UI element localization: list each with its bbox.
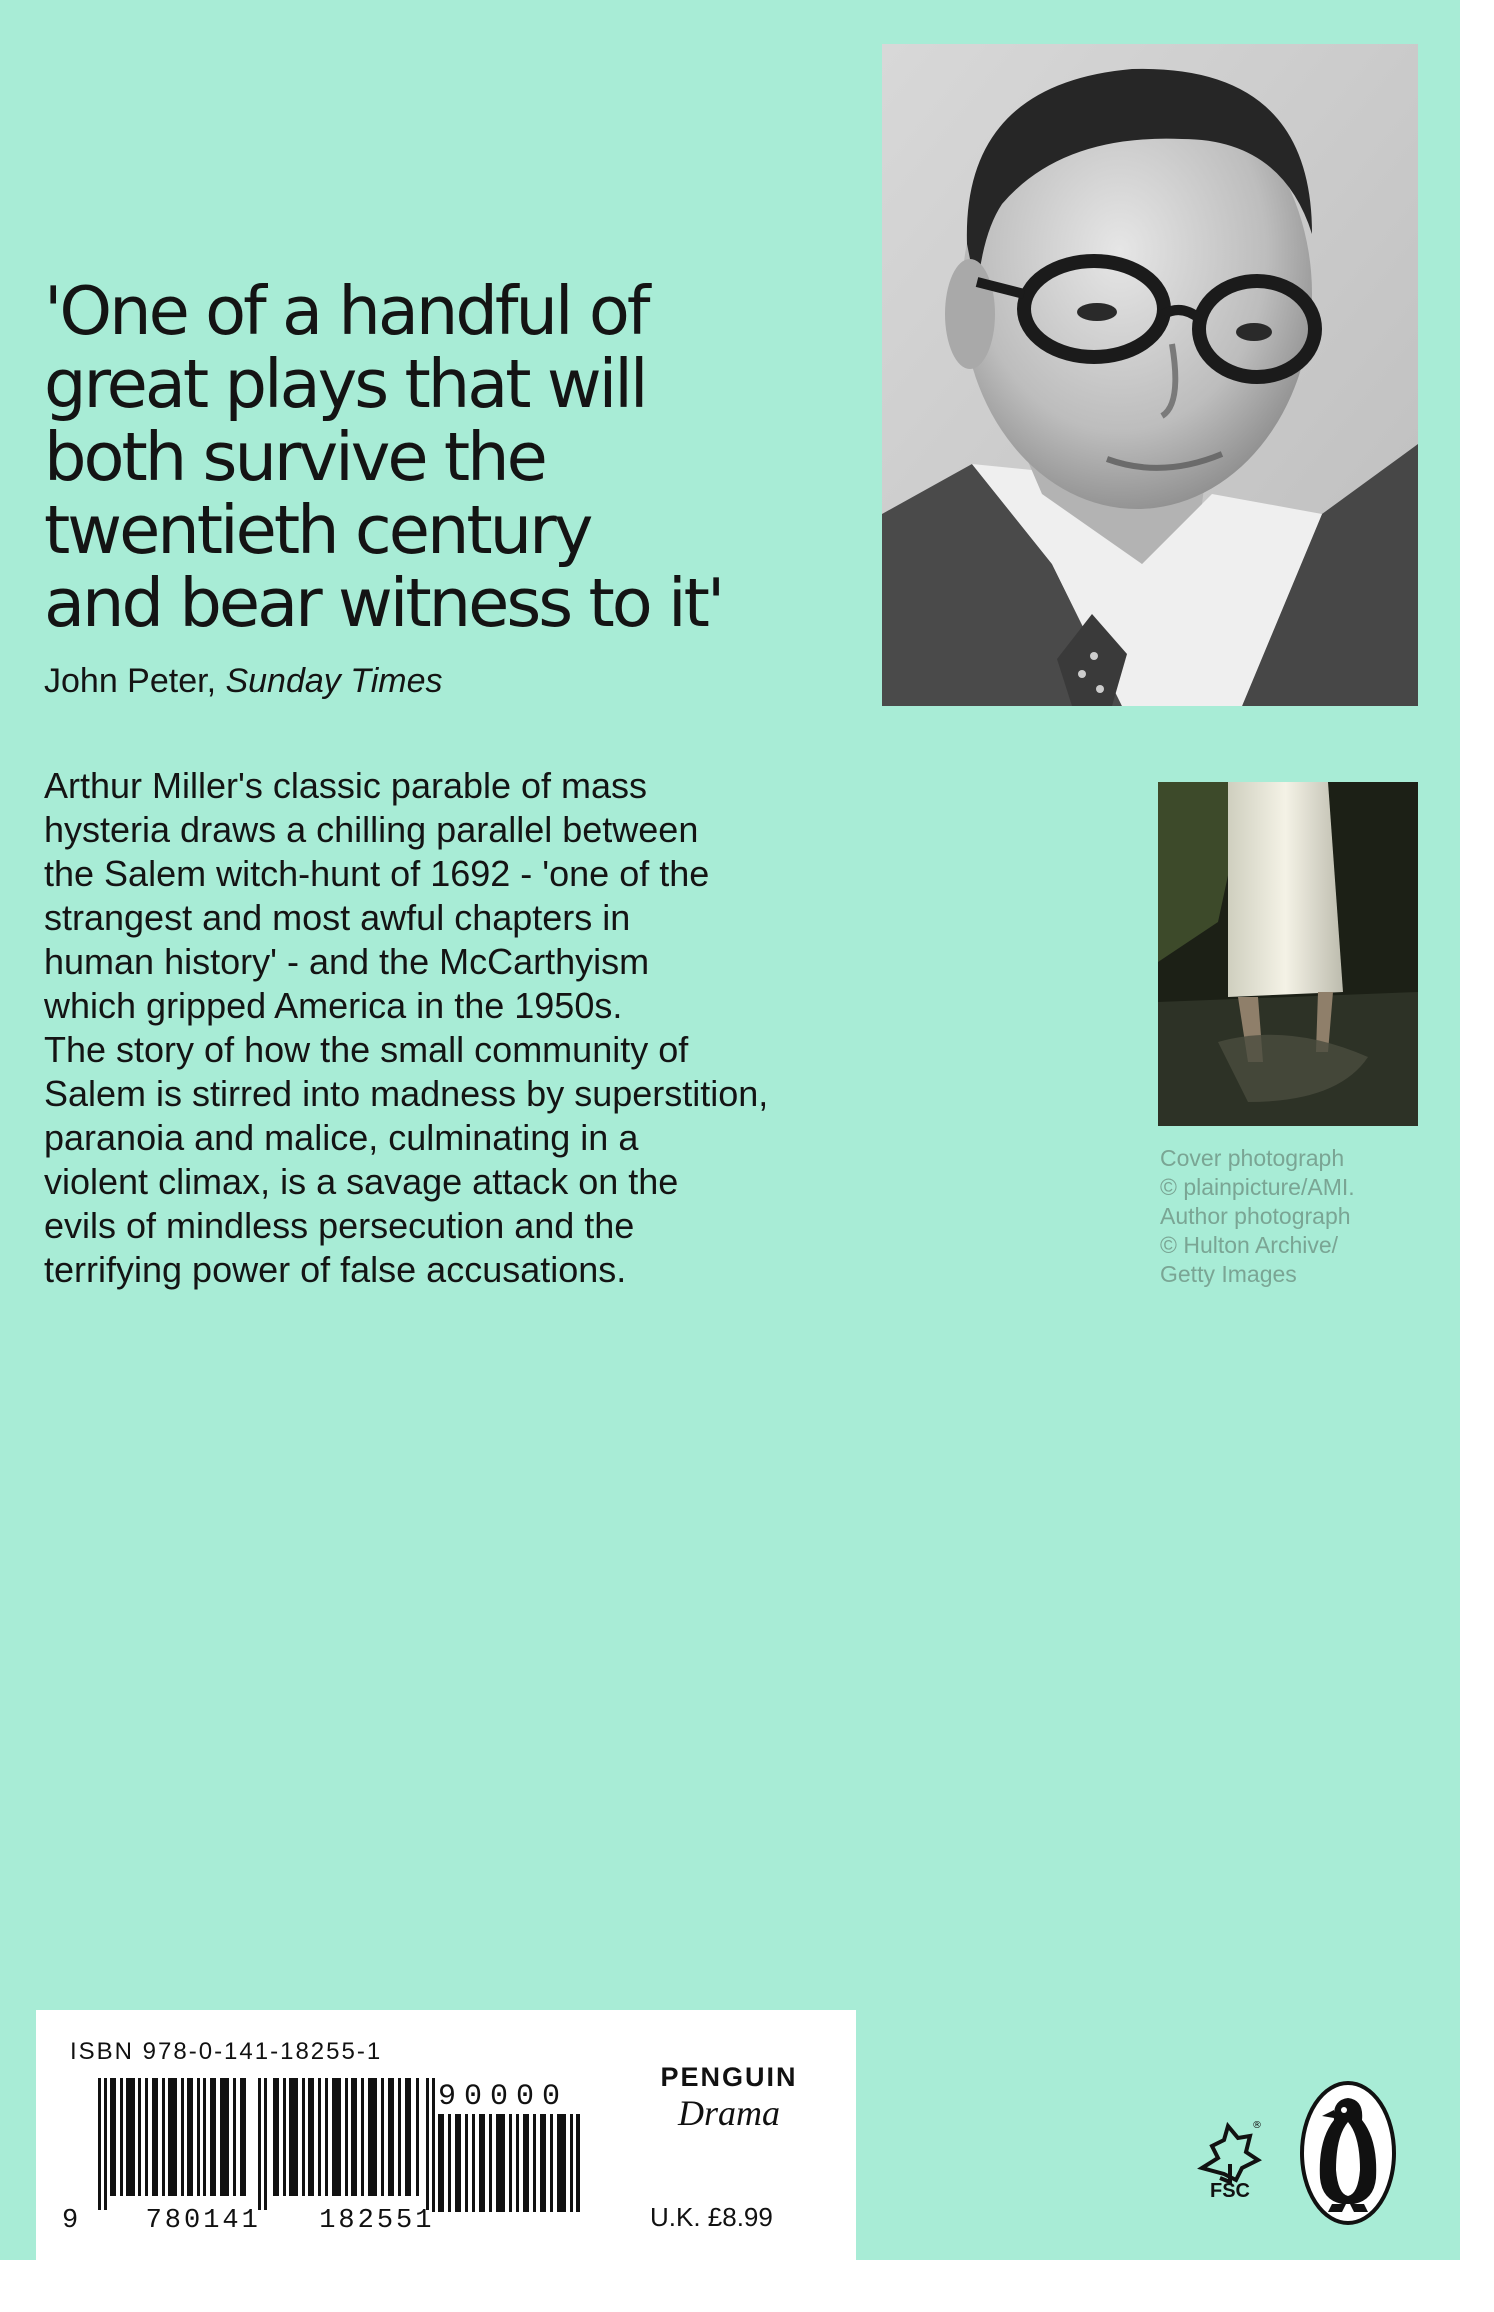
photo-credits [1160, 1144, 1460, 1289]
quote-line: both survive the [44, 418, 545, 496]
ean-first-digit: 9 [62, 2206, 82, 2236]
synopsis-line: evils of mindless persecution and the [44, 1205, 635, 1246]
svg-text:®: ® [1252, 2120, 1262, 2131]
ean-barcode [98, 2078, 438, 2210]
author-photo [882, 44, 1418, 706]
synopsis-line: Arthur Miller's classic parable of mass [44, 765, 648, 806]
review-quote [44, 272, 864, 642]
synopsis-line: human history' - and the McCarthyism [44, 941, 650, 982]
price-addon-number: 90000 [438, 2080, 569, 2114]
quote-source: Sunday Times [225, 662, 443, 700]
credit-line: Cover photograph [1160, 1145, 1345, 1171]
synopsis-line: Salem is stirred into madness by superstition, [44, 1073, 769, 1114]
quote-line: great plays that will [44, 345, 646, 423]
fsc-label: FSC [1210, 2180, 1250, 2202]
synopsis-line: strangest and most awful chapters in [44, 897, 631, 938]
synopsis [44, 764, 874, 1292]
addon-barcode [432, 2114, 582, 2212]
synopsis-line: which gripped America in the 1950s. [44, 985, 623, 1026]
credit-line: © plainpicture/AMI. [1160, 1174, 1355, 1200]
credit-line: Getty Images [1160, 1261, 1297, 1287]
ean-digits [62, 2206, 434, 2236]
ean-right-group: 182551 [319, 2206, 435, 2236]
quote-attribution [44, 662, 442, 701]
cover-photo-thumbnail [1158, 782, 1418, 1126]
quote-line: 'One of a handful of [44, 272, 648, 350]
synopsis-line: paranoia and malice, culminating in a [44, 1117, 639, 1158]
synopsis-line: The story of how the small community of [44, 1029, 689, 1070]
credit-line: Author photograph [1160, 1203, 1351, 1229]
synopsis-line: the Salem witch-hunt of 1692 - 'one of the [44, 853, 710, 894]
price: U.K. £8.99 [650, 2202, 773, 2232]
credit-line: © Hulton Archive/ [1160, 1232, 1339, 1258]
quote-line: and bear witness to it' [44, 564, 723, 642]
synopsis-line: terrifying power of false accusations. [44, 1249, 627, 1290]
synopsis-line: violent climax, is a savage attack on the [44, 1161, 679, 1202]
quote-author: John Peter, [44, 662, 217, 700]
series-name: Drama [677, 2093, 780, 2133]
penguin-logo-icon [1298, 2080, 1398, 2226]
synopsis-line: hysteria draws a chilling parallel between [44, 809, 699, 850]
ean-left-group: 780141 [145, 2206, 261, 2236]
quote-line: twentieth century [44, 491, 591, 569]
publisher-name: PENGUIN [660, 2062, 798, 2092]
barcode-panel [36, 2010, 856, 2260]
isbn-label: ISBN 978-0-141-18255-1 [70, 2038, 383, 2065]
